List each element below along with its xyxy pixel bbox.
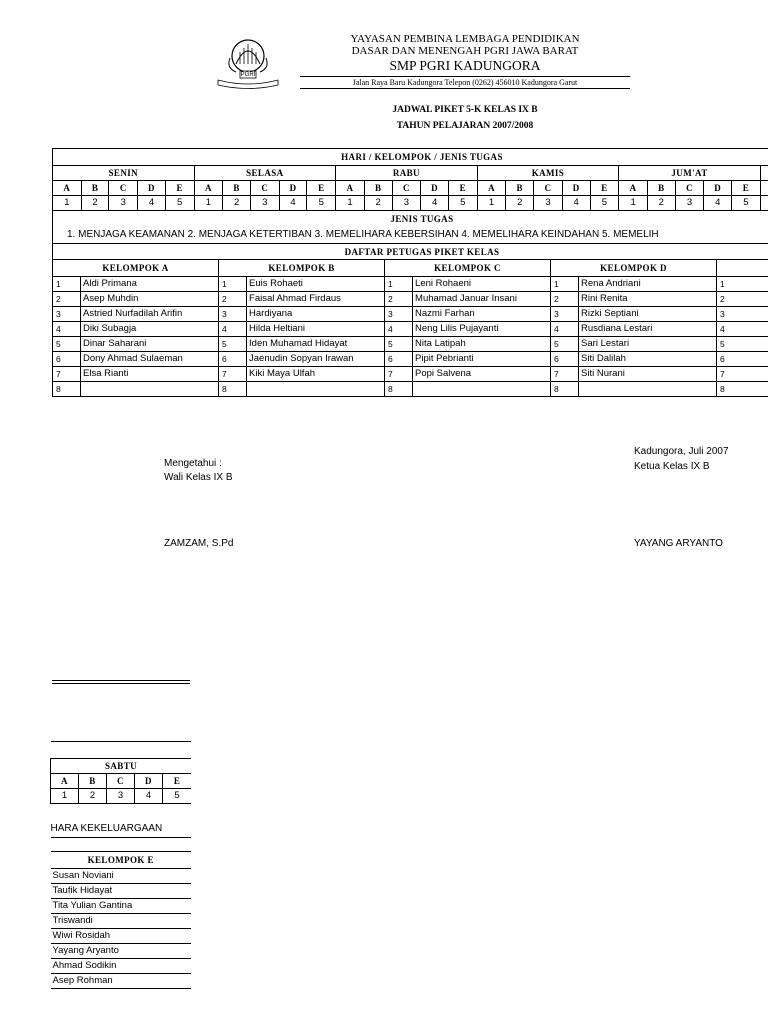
kelompok-d-title: KELOMPOK D <box>551 260 717 277</box>
schedule-sheet-page2 <box>50 741 191 1011</box>
group-letter-cell: C <box>675 181 704 196</box>
duty-number-cell: 4 <box>138 196 166 211</box>
schedule-table <box>52 148 768 260</box>
member-name: Muhamad Januar Insani <box>413 292 551 307</box>
group-letter-cell: C <box>109 181 138 196</box>
group-letter-cell: E <box>165 181 194 196</box>
double-rule <box>52 680 190 681</box>
member-number-cut: 5 <box>717 337 768 352</box>
school-name: SMP PGRI KADUNGORA <box>389 58 541 73</box>
duty-number-cell: 2 <box>223 196 251 211</box>
member-row <box>51 974 192 989</box>
group-letter-cell: D <box>138 181 166 196</box>
member-row <box>51 929 192 944</box>
kelompok-c-title: KELOMPOK C <box>385 260 551 277</box>
member-number: 6 <box>53 352 81 367</box>
member-name: Popi Salvena <box>413 367 551 382</box>
member-name: Asep Muhdin <box>81 292 219 307</box>
member-number-cut: 3 <box>717 307 768 322</box>
member-row <box>51 914 192 929</box>
group-letter-cell: C <box>534 181 563 196</box>
member-number: 5 <box>551 337 579 352</box>
group-letter-cell: E <box>448 181 477 196</box>
mengetahui-label: Mengetahui : <box>164 458 222 469</box>
member-name: Susan Noviani <box>51 869 192 884</box>
member-name <box>579 382 717 397</box>
duty-number-cell: 1 <box>477 196 506 211</box>
schedule-sheet <box>52 148 768 415</box>
ketua-kelas-name: YAYANG ARYANTO <box>634 538 723 549</box>
duty-number-cell: 2 <box>79 789 107 804</box>
member-row <box>53 307 768 322</box>
duty-number-cell: 5 <box>732 196 761 211</box>
duty-number-cell: 2 <box>506 196 534 211</box>
duty-number-cell: 1 <box>53 196 82 211</box>
duty-number-cell: 1 <box>619 196 648 211</box>
group-letter-cell: B <box>647 181 675 196</box>
member-row <box>53 367 768 382</box>
member-number: 2 <box>53 292 81 307</box>
member-name: Siti Dalilah <box>579 352 717 367</box>
group-letter-cell: D <box>135 774 163 789</box>
document-subtitle: TAHUN PELAJARAN 2007/2008 <box>396 121 534 131</box>
duty-number-cell: 3 <box>250 196 279 211</box>
member-number: 1 <box>385 277 413 292</box>
member-name: Sari Lestari <box>579 337 717 352</box>
duty-number-cell: 1 <box>194 196 223 211</box>
member-number: 2 <box>219 292 247 307</box>
member-name: Elsa Rianti <box>81 367 219 382</box>
member-row <box>53 277 768 292</box>
group-letter-cell: A <box>477 181 506 196</box>
duty-number-cell: 4 <box>135 789 163 804</box>
daftar-petugas-label: DAFTAR PETUGAS PIKET KELAS <box>53 244 768 260</box>
member-row <box>53 382 768 397</box>
member-number: 7 <box>219 367 247 382</box>
page2-blank <box>51 804 192 821</box>
member-number: 7 <box>551 367 579 382</box>
day-kamis: KAMIS <box>477 166 619 181</box>
member-number-cut: 7 <box>717 367 768 382</box>
group-letter-cell: C <box>392 181 421 196</box>
member-number-cut: 4 <box>717 322 768 337</box>
member-name: Hardiyana <box>247 307 385 322</box>
member-row <box>53 352 768 367</box>
kelompok-e-title: KELOMPOK E <box>51 852 192 869</box>
member-number: 5 <box>53 337 81 352</box>
member-number: 1 <box>551 277 579 292</box>
member-number: 8 <box>385 382 413 397</box>
member-name: Neng Lilis Pujayanti <box>413 322 551 337</box>
member-number: 8 <box>53 382 81 397</box>
tasks-list: 1. MENJAGA KEAMANAN 2. MENJAGA KETERTIBAN 3. MEMELIHARA KEBERSIHAN 4. MEMELIHARA KEINDAHAN 5. MEMELIH <box>53 226 768 244</box>
member-number: 7 <box>385 367 413 382</box>
member-number: 4 <box>53 322 81 337</box>
member-name: Tita Yulian Gantina <box>51 899 192 914</box>
group-letter-cell: A <box>194 181 223 196</box>
member-number: 6 <box>385 352 413 367</box>
foundation-name-line2: DASAR DAN MENENGAH PGRI JAWA BARAT <box>351 45 579 57</box>
member-name: Taufik Hidayat <box>51 884 192 899</box>
member-row <box>53 322 768 337</box>
member-row <box>51 884 192 899</box>
duty-number-cell: 1 <box>51 789 79 804</box>
duty-number-cell: 3 <box>534 196 563 211</box>
member-number-cut: 1 <box>717 277 768 292</box>
schedule-header: HARI / KELOMPOK / JENIS TUGAS <box>53 149 768 166</box>
duty-number-cell: 4 <box>279 196 307 211</box>
member-name: Wiwi Rosidah <box>51 929 192 944</box>
duty-number-cell: 5 <box>448 196 477 211</box>
member-name: Triswandi <box>51 914 192 929</box>
member-name: Aldi Primana <box>81 277 219 292</box>
foundation-name: YAYASAN PEMBINA LEMBAGA PENDIDIKAN <box>350 33 580 45</box>
member-name: Kiki Maya Ulfah <box>247 367 385 382</box>
document-title: JADWAL PIKET 5-K KELAS IX B <box>392 105 538 115</box>
duty-number-cell: 4 <box>704 196 732 211</box>
duty-number-cell: 5 <box>590 196 619 211</box>
member-row <box>51 869 192 884</box>
member-number: 4 <box>551 322 579 337</box>
day-senin: SENIN <box>53 166 195 181</box>
member-name: Pipit Pebrianti <box>413 352 551 367</box>
member-number-cut: 2 <box>717 292 768 307</box>
duty-number-cell: 5 <box>165 196 194 211</box>
group-letter-row <box>53 181 768 196</box>
group-letter-cell-cut <box>760 181 768 196</box>
member-number: 2 <box>385 292 413 307</box>
member-number-cut: 6 <box>717 352 768 367</box>
member-name <box>81 382 219 397</box>
member-row <box>51 959 192 974</box>
member-number: 3 <box>219 307 247 322</box>
member-number: 8 <box>219 382 247 397</box>
group-letter-cell: A <box>51 774 79 789</box>
duty-number-cell: 5 <box>307 196 336 211</box>
group-letter-row-sabtu <box>51 774 192 789</box>
member-number: 3 <box>53 307 81 322</box>
member-number: 5 <box>385 337 413 352</box>
member-name: Nita Latipah <box>413 337 551 352</box>
member-name: Rusdiana Lestari <box>579 322 717 337</box>
duty-number-cell: 2 <box>81 196 109 211</box>
day-jumat: JUM'AT <box>619 166 761 181</box>
member-name: Rizki Septiani <box>579 307 717 322</box>
group-letter-cell: A <box>53 181 82 196</box>
logo-text: PGRI <box>240 72 256 78</box>
kelompok-e-title-cut <box>717 260 768 277</box>
member-name: Ahmad Sodikin <box>51 959 192 974</box>
group-letter-cell: A <box>619 181 648 196</box>
group-letter-cell: E <box>590 181 619 196</box>
member-number: 4 <box>385 322 413 337</box>
member-name: Dony Ahmad Sulaeman <box>81 352 219 367</box>
page2-daftar-cut <box>51 838 192 852</box>
group-letter-cell: B <box>364 181 392 196</box>
member-number: 1 <box>219 277 247 292</box>
duty-number-cell: 3 <box>675 196 704 211</box>
member-name: Hilda Heltiani <box>247 322 385 337</box>
school-address: Jalan Raya Baru Kadungora Telepon (0262) 456010 Kadungora Garut <box>300 76 630 89</box>
member-number: 6 <box>551 352 579 367</box>
member-number-cut: 8 <box>717 382 768 397</box>
member-name: Asep Rohman <box>51 974 192 989</box>
double-rule-2 <box>52 683 190 684</box>
day-cell-blank <box>760 166 768 181</box>
group-letter-cell: E <box>163 774 192 789</box>
member-number: 2 <box>551 292 579 307</box>
member-number: 5 <box>219 337 247 352</box>
kelompok-b-title: KELOMPOK B <box>219 260 385 277</box>
group-letter-cell: D <box>562 181 590 196</box>
member-name: Astried Nurfadilah Arifin <box>81 307 219 322</box>
duty-number-cell: 5 <box>163 789 192 804</box>
wali-kelas-label: Wali Kelas IX B <box>164 472 233 483</box>
duty-number-cell: 4 <box>421 196 449 211</box>
member-name: Euis Rohaeti <box>247 277 385 292</box>
group-letter-cell: C <box>250 181 279 196</box>
group-letter-cell: E <box>732 181 761 196</box>
member-name: Rini Renita <box>579 292 717 307</box>
kelompok-a-title: KELOMPOK A <box>53 260 219 277</box>
pgri-logo-icon <box>216 34 280 90</box>
member-number: 6 <box>219 352 247 367</box>
place-date: Kadungora, Juli 2007 <box>634 446 729 457</box>
group-letter-cell: B <box>223 181 251 196</box>
duty-number-row-sabtu <box>51 789 192 804</box>
duty-number-row <box>53 196 768 211</box>
member-name: Nazmi Farhan <box>413 307 551 322</box>
jenis-tugas-label: JENIS TUGAS <box>53 211 768 227</box>
group-letter-cell: D <box>704 181 732 196</box>
group-letter-cell: B <box>79 774 107 789</box>
group-letter-cell: B <box>81 181 109 196</box>
member-row <box>53 337 768 352</box>
group-letter-cell: D <box>279 181 307 196</box>
member-name <box>413 382 551 397</box>
member-name: Rena Andriani <box>579 277 717 292</box>
member-name: Leni Rohaeni <box>413 277 551 292</box>
member-number: 3 <box>551 307 579 322</box>
members-table <box>52 259 768 397</box>
duty-number-cell: 4 <box>562 196 590 211</box>
member-number: 7 <box>53 367 81 382</box>
member-name: Siti Nurani <box>579 367 717 382</box>
member-number: 1 <box>53 277 81 292</box>
duty-number-cell-cut <box>760 196 768 211</box>
member-name: Yayang Aryanto <box>51 944 192 959</box>
member-name: Jaenudin Sopyan Irawan <box>247 352 385 367</box>
ketua-kelas-label: Ketua Kelas IX B <box>634 461 710 472</box>
page2-header-cut <box>51 742 192 759</box>
member-number: 3 <box>385 307 413 322</box>
member-number: 4 <box>219 322 247 337</box>
member-row <box>53 292 768 307</box>
group-letter-cell: B <box>506 181 534 196</box>
duty-number-cell: 3 <box>107 789 135 804</box>
member-name: Iden Muhamad Hidayat <box>247 337 385 352</box>
day-sabtu: SABTU <box>51 759 192 774</box>
sabtu-table <box>50 741 191 989</box>
duty-number-cell: 2 <box>647 196 675 211</box>
group-letter-cell: E <box>307 181 336 196</box>
duty-number-cell: 3 <box>109 196 138 211</box>
member-row <box>51 944 192 959</box>
day-selasa: SELASA <box>194 166 336 181</box>
member-name: Dinar Saharani <box>81 337 219 352</box>
day-rabu: RABU <box>336 166 478 181</box>
member-row <box>51 899 192 914</box>
duty-number-cell: 2 <box>364 196 392 211</box>
member-name <box>247 382 385 397</box>
duty-number-cell: 1 <box>336 196 365 211</box>
tasks-list-cont: HARA KEKELUARGAAN <box>51 820 192 838</box>
group-letter-cell: D <box>421 181 449 196</box>
wali-kelas-name: ZAMZAM, S.Pd <box>164 538 234 549</box>
duty-number-cell: 3 <box>392 196 421 211</box>
member-number: 8 <box>551 382 579 397</box>
member-name: Diki Subagja <box>81 322 219 337</box>
group-letter-cell: C <box>107 774 135 789</box>
group-letter-cell: A <box>336 181 365 196</box>
member-name: Faisal Ahmad Firdaus <box>247 292 385 307</box>
